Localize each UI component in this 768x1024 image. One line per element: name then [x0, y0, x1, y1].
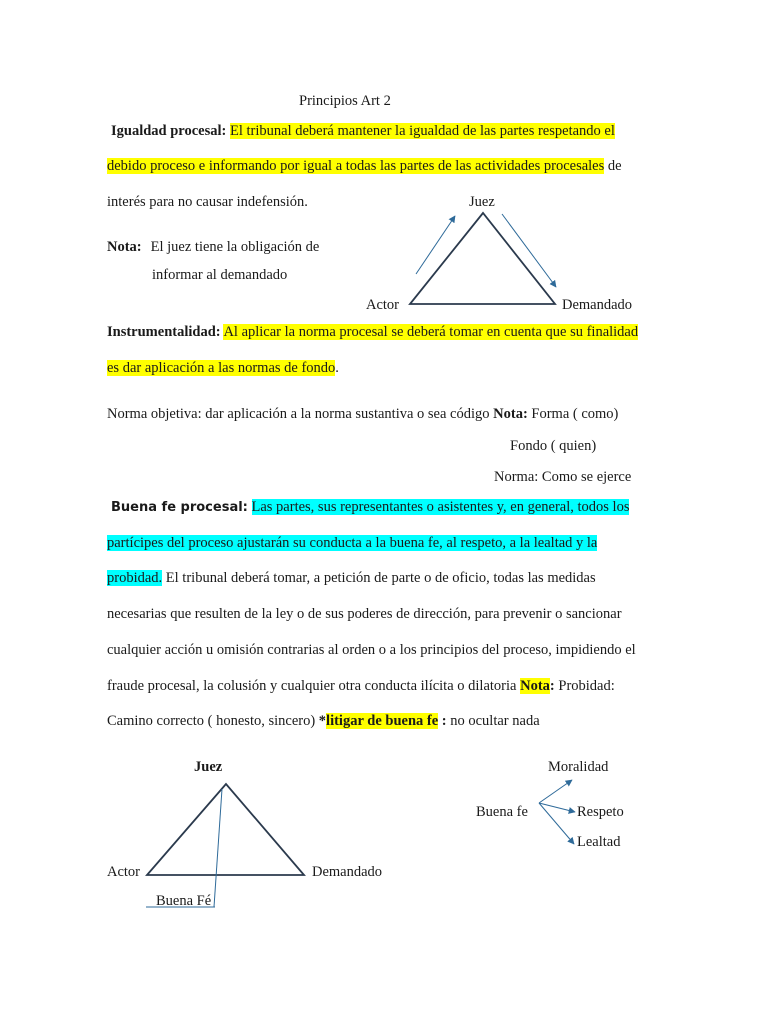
- diagram1-actor: Actor: [366, 297, 400, 313]
- buena-fe-litigar: litigar de buena fe: [326, 713, 439, 729]
- diagram1-demandado: Demandado: [562, 297, 633, 313]
- buena-fe-highlight-1: Las partes, sus representantes o asistentes y, en general, todos los: [251, 499, 630, 515]
- buena-fe-line-4: necesarias que resulten de la ley o de sus poderes de dirección, para prevenir o sancionar: [107, 606, 622, 622]
- buena-fe-colon2: :: [438, 713, 447, 729]
- igualdad-tail-2: de: [604, 158, 622, 174]
- buena-fe-line-2: [107, 533, 597, 553]
- page-title: Principios Art 2: [299, 93, 391, 109]
- diagram3-buena-fe: Buena fe: [476, 804, 528, 820]
- diagram2-triangle: [147, 784, 304, 875]
- instrumentalidad-highlight-1: Al aplicar la norma procesal se deberá tomar en cuenta que su finalidad: [223, 324, 639, 340]
- nota1-text-1: El juez tiene la obligación de: [150, 239, 320, 255]
- buena-fe-star: *: [318, 713, 327, 729]
- diagram2-demandado: Demandado: [312, 864, 383, 880]
- diagram3-moralidad: Moralidad: [548, 759, 609, 775]
- norma-fondo: Fondo ( quien): [510, 438, 597, 454]
- buena-fe-line-3: [107, 568, 596, 588]
- nota1-label: Nota:: [107, 239, 142, 255]
- buena-fe-line-1: [107, 497, 629, 518]
- diagram1-arrow-down: [502, 214, 556, 287]
- norma-line: [107, 404, 618, 424]
- buena-fe-nota-colon: :: [549, 678, 555, 694]
- norma-nota-label: Nota:: [493, 406, 528, 422]
- buena-fe-nota-text: Probidad:: [554, 678, 615, 694]
- buena-fe-line-5: cualquier acción u omisión contrarias al orden o a los principios del proceso, impidiendo el: [107, 642, 636, 658]
- diagram3-arrow-lealtad: [539, 803, 574, 844]
- diagram2-buena-fe: Buena Fé: [156, 893, 212, 909]
- igualdad-label: Igualdad procesal:: [111, 123, 227, 139]
- diagram3-respeto: Respeto: [577, 804, 624, 820]
- diagram3-arrow-moralidad: [539, 780, 572, 803]
- buena-fe-highlight-2: partícipes del proceso ajustarán su conducta a la buena fe, al respeto, a la lealtad y la: [107, 535, 598, 551]
- instrumentalidad-highlight-2: es dar aplicación a las normas de fondo: [107, 360, 336, 376]
- norma-ejerce: Norma: Como se ejerce: [494, 469, 632, 485]
- diagram3-arrow-respeto: [539, 803, 575, 812]
- igualdad-highlight-1: El tribunal deberá mantener la igualdad de las partes respetando el: [229, 123, 615, 139]
- diagram1-triangle: [410, 213, 555, 304]
- nota1-text-2: informar al demandado: [152, 267, 288, 283]
- instrumentalidad-line-2: [107, 358, 339, 378]
- norma-nota-text: Forma ( como): [527, 406, 619, 422]
- igualdad-line-3: interés para no causar indefensión.: [107, 194, 308, 210]
- buena-fe-label: Buena fe procesal:: [111, 500, 248, 515]
- buena-fe-line-7: [107, 711, 540, 731]
- buena-fe-tail-3: El tribunal deberá tomar, a petición de parte o de oficio, todas las medidas: [162, 570, 596, 586]
- diagram3-lealtad: Lealtad: [577, 834, 621, 850]
- norma-text: Norma objetiva: dar aplicación a la norma sustantiva o sea código: [107, 406, 494, 422]
- buena-fe-highlight-3: probidad.: [107, 570, 163, 586]
- diagram2-actor: Actor: [107, 864, 141, 880]
- diagram1-arrow-up: [416, 216, 455, 274]
- buena-fe-line-6: [107, 676, 615, 696]
- instrumentalidad-label: Instrumentalidad:: [107, 324, 221, 340]
- buena-fe-text-6: fraude procesal, la colusión y cualquier otra conducta ilícita o dilatoria: [107, 678, 521, 694]
- diagram2-vertical-line: [214, 789, 222, 907]
- diagram2-juez: Juez: [194, 759, 223, 775]
- diagram1-juez: Juez: [469, 194, 495, 210]
- instrumentalidad-tail: .: [335, 360, 339, 376]
- igualdad-highlight-2: debido proceso e informando por igual a todas las partes de las actividades procesales: [107, 158, 605, 174]
- buena-fe-text-7b: no ocultar nada: [446, 713, 540, 729]
- buena-fe-nota-label: Nota: [520, 678, 550, 694]
- instrumentalidad-line-1: [107, 322, 638, 342]
- buena-fe-text-7a: Camino correcto ( honesto, sincero): [107, 713, 319, 729]
